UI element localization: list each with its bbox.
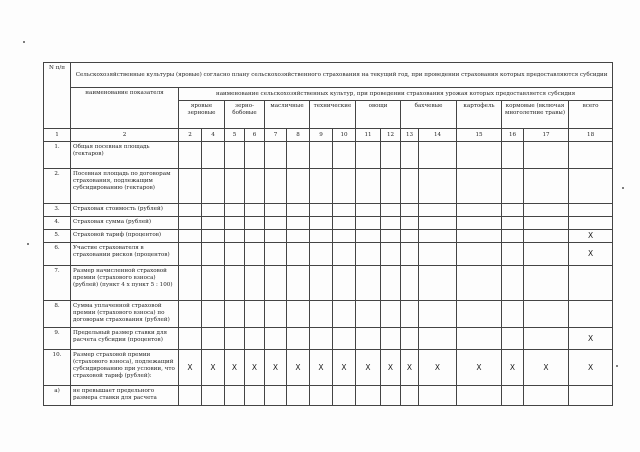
column-number-row [44, 129, 613, 142]
empty-cell [419, 204, 457, 217]
total-cell [569, 217, 613, 230]
empty-cell [401, 386, 419, 406]
total-cell: X [569, 243, 613, 266]
empty-cell [356, 230, 381, 243]
row-number: 9. [44, 328, 71, 350]
column-number: 2 [179, 129, 202, 142]
empty-cell [381, 266, 401, 301]
empty-cell [524, 230, 569, 243]
total-cell [569, 301, 613, 328]
cross-mark: X [401, 350, 419, 386]
empty-cell [245, 243, 265, 266]
row-number: 8. [44, 301, 71, 328]
empty-cell [356, 243, 381, 266]
empty-cell [265, 301, 287, 328]
empty-cell [265, 243, 287, 266]
empty-cell [457, 386, 502, 406]
empty-cell [333, 266, 356, 301]
scan-speck [23, 41, 25, 43]
empty-cell [356, 386, 381, 406]
cross-mark: X [356, 350, 381, 386]
empty-cell [265, 266, 287, 301]
empty-cell [202, 266, 225, 301]
empty-cell [419, 217, 457, 230]
scan-speck [622, 187, 624, 189]
column-number: 16 [502, 129, 524, 142]
crops-title: Сельскохозяйственные культуры (яровые) согласно плану сельскохозяйственного страхования на текущий год, при проведении страхования которых предоставляются субсидии [71, 63, 613, 88]
empty-cell [202, 230, 225, 243]
empty-cell [381, 142, 401, 169]
total-cell: X [569, 328, 613, 350]
row-indicator-text: Размер начисленной страховой премии (страхового взноса) (рублей) (пункт 4 х пункт 5 : 100) [71, 266, 179, 301]
table-row [44, 217, 613, 230]
empty-cell [310, 243, 333, 266]
total-cell [569, 204, 613, 217]
empty-cell [401, 230, 419, 243]
empty-cell [310, 169, 333, 204]
crop-spring-grain: яровые зерновые [179, 101, 225, 129]
empty-cell [265, 142, 287, 169]
empty-cell [245, 217, 265, 230]
column-number: 7 [265, 129, 287, 142]
empty-cell [502, 266, 524, 301]
empty-cell [202, 204, 225, 217]
empty-cell [202, 169, 225, 204]
empty-cell [333, 301, 356, 328]
scan-speck [27, 243, 29, 245]
row-indicator-text: Размер страховой премии (страхового взноса), подлежащий субсидированию при условии, что страховой тариф (рублей): [71, 350, 179, 386]
empty-cell [419, 142, 457, 169]
total-cell: X [569, 350, 613, 386]
empty-cell [524, 169, 569, 204]
empty-cell [524, 328, 569, 350]
table-row [44, 386, 613, 406]
empty-cell [202, 142, 225, 169]
empty-cell [202, 243, 225, 266]
empty-cell [310, 328, 333, 350]
row-number: 6. [44, 243, 71, 266]
column-number: 17 [524, 129, 569, 142]
empty-cell [457, 266, 502, 301]
empty-cell [310, 217, 333, 230]
empty-cell [356, 301, 381, 328]
empty-cell [524, 301, 569, 328]
crop-melons: бахчевые [401, 101, 457, 129]
table-row [44, 243, 613, 266]
empty-cell [502, 328, 524, 350]
cross-mark: X [502, 350, 524, 386]
empty-cell [333, 142, 356, 169]
table-row [44, 266, 613, 301]
empty-cell [457, 230, 502, 243]
empty-cell [287, 230, 310, 243]
header-row-2 [44, 88, 613, 101]
empty-cell [287, 328, 310, 350]
empty-cell [401, 204, 419, 217]
empty-cell [225, 217, 245, 230]
empty-cell [245, 386, 265, 406]
empty-cell [381, 328, 401, 350]
crop-legumes: зерно-бобовые [225, 101, 265, 129]
empty-cell [381, 169, 401, 204]
cross-mark: X [333, 350, 356, 386]
total-cell: X [569, 230, 613, 243]
empty-cell [225, 142, 245, 169]
empty-cell [333, 169, 356, 204]
column-number: 5 [225, 129, 245, 142]
empty-cell [245, 328, 265, 350]
empty-cell [356, 204, 381, 217]
empty-cell [401, 142, 419, 169]
empty-cell [225, 169, 245, 204]
empty-cell [502, 142, 524, 169]
crop-names-header: наименование сельскохозяйственных культур, при проведении страхования урожая которых предоставляется субсидия [179, 88, 613, 101]
empty-cell [457, 204, 502, 217]
column-number: 4 [202, 129, 225, 142]
empty-cell [524, 142, 569, 169]
empty-cell [202, 328, 225, 350]
empty-cell [419, 266, 457, 301]
empty-cell [179, 230, 202, 243]
empty-cell [202, 301, 225, 328]
empty-cell [502, 204, 524, 217]
empty-cell [502, 243, 524, 266]
empty-cell [502, 386, 524, 406]
empty-cell [401, 243, 419, 266]
row-indicator-text: Сумма уплаченной страховой премии (страхового взноса) по договорам страхования (рублей) [71, 301, 179, 328]
table-row [44, 230, 613, 243]
empty-cell [310, 230, 333, 243]
empty-cell [225, 301, 245, 328]
empty-cell [179, 328, 202, 350]
empty-cell [225, 328, 245, 350]
empty-cell [225, 386, 245, 406]
row-number: 4. [44, 217, 71, 230]
empty-cell [310, 386, 333, 406]
table-row [44, 142, 613, 169]
empty-cell [419, 328, 457, 350]
total-cell [569, 142, 613, 169]
row-number: 7. [44, 266, 71, 301]
row-number: а) [44, 386, 71, 406]
empty-cell [179, 169, 202, 204]
empty-cell [381, 301, 401, 328]
empty-cell [287, 243, 310, 266]
column-number: 13 [401, 129, 419, 142]
empty-cell [245, 142, 265, 169]
table-row [44, 328, 613, 350]
empty-cell [381, 217, 401, 230]
table-row [44, 204, 613, 217]
empty-cell [524, 217, 569, 230]
empty-cell [245, 169, 265, 204]
empty-cell [287, 301, 310, 328]
empty-cell [419, 230, 457, 243]
empty-cell [524, 204, 569, 217]
row-indicator-text: Предельный размер ставки для расчета субсидии (процентов) [71, 328, 179, 350]
row-indicator-text: Общая посевная площадь (гектаров) [71, 142, 179, 169]
row-indicator-text: Страховая сумма (рублей) [71, 217, 179, 230]
column-number: 12 [381, 129, 401, 142]
empty-cell [225, 230, 245, 243]
empty-cell [265, 230, 287, 243]
empty-cell [401, 217, 419, 230]
empty-cell [333, 217, 356, 230]
cross-mark: X [524, 350, 569, 386]
empty-cell [524, 386, 569, 406]
empty-cell [457, 217, 502, 230]
row-number: 10. [44, 350, 71, 386]
empty-cell [502, 217, 524, 230]
cross-mark: X [287, 350, 310, 386]
empty-cell [245, 204, 265, 217]
empty-cell [333, 386, 356, 406]
column-number: 8 [287, 129, 310, 142]
empty-cell [225, 266, 245, 301]
empty-cell [310, 301, 333, 328]
empty-cell [457, 169, 502, 204]
empty-cell [356, 328, 381, 350]
empty-cell [179, 142, 202, 169]
empty-cell [179, 204, 202, 217]
column-number: 6 [245, 129, 265, 142]
cross-mark: X [310, 350, 333, 386]
empty-cell [419, 386, 457, 406]
empty-cell [524, 266, 569, 301]
empty-cell [333, 230, 356, 243]
column-number: 14 [419, 129, 457, 142]
row-indicator-text: Участие страхователя в страховании рисков (процентов) [71, 243, 179, 266]
row-number: 3. [44, 204, 71, 217]
empty-cell [381, 243, 401, 266]
column-number: 15 [457, 129, 502, 142]
empty-cell [179, 301, 202, 328]
empty-cell [265, 169, 287, 204]
empty-cell [265, 204, 287, 217]
crop-technical: технические [310, 101, 356, 129]
column-number: 9 [310, 129, 333, 142]
empty-cell [457, 301, 502, 328]
cross-mark: X [202, 350, 225, 386]
empty-cell [265, 328, 287, 350]
subsidy-table [43, 62, 613, 406]
empty-cell [401, 169, 419, 204]
empty-cell [381, 204, 401, 217]
empty-cell [356, 266, 381, 301]
empty-cell [287, 142, 310, 169]
total-cell [569, 386, 613, 406]
table-row [44, 169, 613, 204]
row-indicator-text: не превышает предельного размера ставки для расчета [71, 386, 179, 406]
empty-cell [287, 169, 310, 204]
column-number: 18 [569, 129, 613, 142]
empty-cell [333, 243, 356, 266]
empty-cell [401, 328, 419, 350]
row-number: 5. [44, 230, 71, 243]
indicator-header: наименование показателя [71, 88, 179, 129]
empty-cell [356, 142, 381, 169]
empty-cell [287, 217, 310, 230]
empty-cell [202, 386, 225, 406]
empty-cell [502, 301, 524, 328]
empty-cell [502, 169, 524, 204]
empty-cell [225, 204, 245, 217]
empty-cell [245, 230, 265, 243]
empty-cell [310, 266, 333, 301]
crop-vegetables: овощи [356, 101, 401, 129]
empty-cell [401, 266, 419, 301]
empty-cell [179, 266, 202, 301]
empty-cell [401, 301, 419, 328]
scan-speck [616, 365, 618, 367]
crop-oilseeds: масличные [265, 101, 310, 129]
row-indicator-text: Страховая стоимость (рублей) [71, 204, 179, 217]
cross-mark: X [245, 350, 265, 386]
crop-total: всего [569, 101, 613, 129]
empty-cell [333, 328, 356, 350]
header-row-1 [44, 63, 613, 88]
empty-cell [419, 301, 457, 328]
total-cell [569, 266, 613, 301]
cross-mark: X [225, 350, 245, 386]
empty-cell [419, 243, 457, 266]
crop-potato: картофель [457, 101, 502, 129]
cross-mark: X [381, 350, 401, 386]
table-row [44, 301, 613, 328]
empty-cell [202, 217, 225, 230]
empty-cell [265, 386, 287, 406]
empty-cell [225, 243, 245, 266]
column-number: 10 [333, 129, 356, 142]
empty-cell [524, 243, 569, 266]
empty-cell [381, 230, 401, 243]
crop-fodder: кормовые (включая многолетние травы) [502, 101, 569, 129]
cross-mark: X [179, 350, 202, 386]
empty-cell [179, 386, 202, 406]
cross-mark: X [457, 350, 502, 386]
empty-cell [356, 169, 381, 204]
cross-mark: X [265, 350, 287, 386]
empty-cell [179, 243, 202, 266]
row-indicator-text: Посевная площадь по договорам страхования, подлежащим субсидированию (гектаров) [71, 169, 179, 204]
empty-cell [245, 301, 265, 328]
empty-cell [381, 386, 401, 406]
empty-cell [310, 204, 333, 217]
empty-cell [502, 230, 524, 243]
row-number: 1. [44, 142, 71, 169]
column-number: 11 [356, 129, 381, 142]
empty-cell [356, 217, 381, 230]
empty-cell [245, 266, 265, 301]
empty-cell [419, 169, 457, 204]
empty-cell [457, 142, 502, 169]
empty-cell [310, 142, 333, 169]
row-indicator-text: Страховой тариф (процентов) [71, 230, 179, 243]
cross-mark: X [419, 350, 457, 386]
empty-cell [457, 243, 502, 266]
table-body [44, 142, 613, 406]
empty-cell [287, 204, 310, 217]
empty-cell [179, 217, 202, 230]
table-row [44, 350, 613, 386]
empty-cell [287, 386, 310, 406]
row-number: 2. [44, 169, 71, 204]
empty-cell [265, 217, 287, 230]
empty-cell [287, 266, 310, 301]
num-header: N п/п [44, 63, 71, 129]
empty-cell [333, 204, 356, 217]
column-number: 2 [71, 129, 179, 142]
column-number: 1 [44, 129, 71, 142]
total-cell [569, 169, 613, 204]
empty-cell [457, 328, 502, 350]
